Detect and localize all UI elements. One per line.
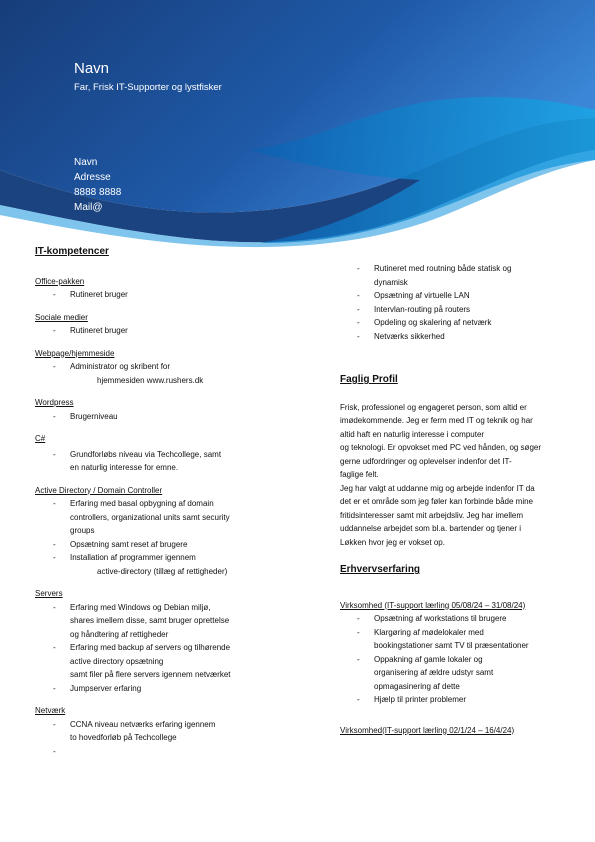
job-title: Virksomhed(IT-support lærling 02/1/24 – 16/4/24) xyxy=(340,725,515,735)
list-item: - Netværks sikkerhed xyxy=(340,330,575,344)
list-item: - Opdeling og skalering af netværk xyxy=(340,316,575,330)
profile-line: altid haft en naturlig interesse i computer xyxy=(340,429,485,439)
list-item: - Klargøring af mødelokaler med xyxy=(340,626,575,640)
profile-line: imødekommende. Jeg er ferm med IT og teknik og har xyxy=(340,416,533,425)
profile-line: fritidsinteresser samt mit arbejdsliv. Jeg har imellem xyxy=(340,510,524,520)
list-item: - Rutineret bruger xyxy=(35,324,285,338)
list-item-continuation: en naturlig interesse for emne. xyxy=(70,463,179,472)
list-item: - CCNA niveau netværks erfaring igennem xyxy=(35,718,285,732)
it-skills-heading: IT-kompetencer xyxy=(35,246,109,257)
list-item-continuation: samt filer på flere servers igennem netværket xyxy=(70,670,231,679)
list-item-continuation: og håndtering af rettigheder xyxy=(70,629,169,639)
tagline: Far, Frisk IT-Supporter og lystfisker xyxy=(74,82,222,93)
list-item-continuation: bookingstationer samt TV til præsentationer xyxy=(374,641,529,650)
job-title: Virksomhed (IT-support lærling 05/08/24 – 31/08/24) xyxy=(340,600,526,610)
left-column xyxy=(35,245,285,758)
list-item: - Jumpserver erfaring xyxy=(35,682,285,696)
applicant-name: Navn xyxy=(74,60,110,77)
webpage-heading: Webpage/hjemmeside xyxy=(35,348,115,358)
contact-address: Adresse xyxy=(74,172,111,183)
list-item: - Hjælp til printer problemer xyxy=(340,693,575,707)
office-heading: Office-pakken xyxy=(35,276,85,286)
list-item-continuation: active directory opsætning xyxy=(70,656,164,666)
experience-heading: Erhvervserfaring xyxy=(340,564,421,575)
contact-name: Navn xyxy=(74,157,98,168)
profile-line: gerne udfordringer og oplevelser indenfor det IT- xyxy=(340,456,512,466)
list-item: - Opsætning samt reset af brugere xyxy=(35,538,285,552)
ad-heading: Active Directory / Domain Controller xyxy=(35,485,163,495)
list-item: - Rutineret bruger xyxy=(35,288,285,302)
servers-heading: Servers xyxy=(35,589,63,598)
list-item-continuation: to hovedforløb på Techcollege xyxy=(70,733,177,742)
profile-line: Frisk, professionel og engageret person, som altid er xyxy=(340,402,527,412)
list-item-empty xyxy=(35,745,285,759)
list-item-continuation: organisering af ældre udstyr samt xyxy=(374,668,494,677)
profile-line: faglige felt. xyxy=(340,470,379,479)
list-item: - Oppakning af gamle lokaler og xyxy=(340,653,575,667)
list-item: - Grundforløbs niveau via Techcollege, samt xyxy=(35,448,285,462)
contact-phone: 8888 8888 xyxy=(74,187,122,198)
social-heading: Sociale medier xyxy=(35,312,88,322)
profile-line: uddannelse arbejdet som bl.a. bartender og tjener i xyxy=(340,524,522,533)
list-item: - Brugerniveau xyxy=(35,410,285,424)
right-column xyxy=(340,262,575,737)
list-item: - Administrator og skribent for xyxy=(35,360,285,374)
list-item-continuation: dynamisk xyxy=(374,277,408,287)
list-item-continuation: groups xyxy=(70,526,95,535)
list-item-continuation: active-directory (tillæg af rettigheder) xyxy=(97,566,228,576)
wordpress-heading: Wordpress xyxy=(35,398,74,407)
profile-line: og teknologi. Er opvokset med PC ved hånden, og søger xyxy=(340,443,542,452)
list-item-continuation: controllers, organizational units samt security xyxy=(70,512,230,522)
list-item: - Intervlan-routing på routers xyxy=(340,303,575,317)
network-heading: Netværk xyxy=(35,706,66,715)
profile-line: Løkken hvor jeg er vokset op. xyxy=(340,537,445,547)
profile-heading: Faglig Profil xyxy=(340,374,398,385)
list-item-continuation: hjemmesiden www.rushers.dk xyxy=(97,375,204,385)
list-item-continuation: opmagasinering af dette xyxy=(374,681,460,691)
list-item: - Erfaring med Windows og Debian miljø, xyxy=(35,601,285,615)
list-item-continuation: shares imellem disse, samt bruger oprettelse xyxy=(70,616,230,625)
profile-line: Jeg har valgt at uddanne mig og arbejde indenfor IT da xyxy=(340,483,535,493)
list-item: - Installation af programmer igennem xyxy=(35,551,285,565)
profile-line: det er et område som jeg føler kan forbinde både mine xyxy=(340,497,533,506)
csharp-heading: C# xyxy=(35,434,46,443)
list-item: - Erfaring med backup af servers og tilhørende xyxy=(35,641,285,655)
list-item: - Opsætning af virtuelle LAN xyxy=(340,289,575,303)
list-item: - Rutineret med routning både statisk og xyxy=(340,262,575,276)
list-item: - Erfaring med basal opbygning af domain xyxy=(35,497,285,511)
contact-email: Mail@ xyxy=(74,202,103,213)
list-item: - Opsætning af workstations til brugere xyxy=(340,612,575,626)
